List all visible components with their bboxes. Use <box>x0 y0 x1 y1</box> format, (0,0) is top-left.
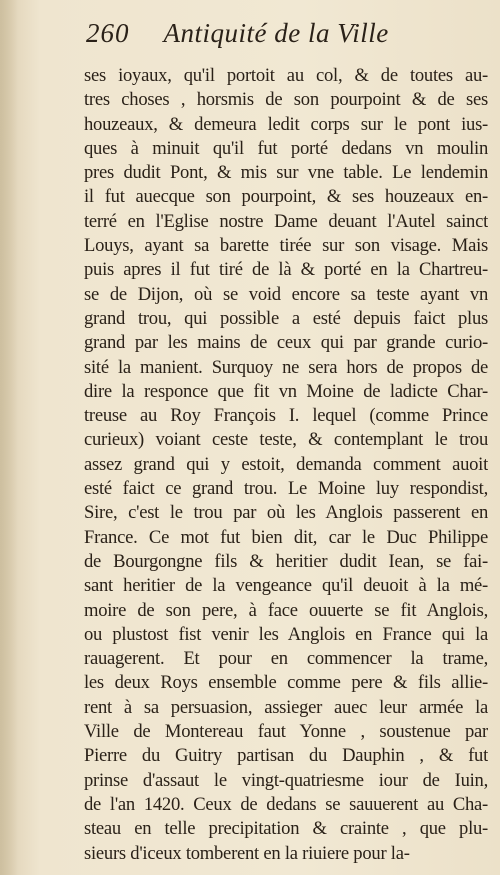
text-line: rent à sa persuasion, assieger auec leur armée la <box>84 696 488 718</box>
text-line: pres dudit Pont, & mis sur vne table. Le lendemin <box>84 162 488 184</box>
text-line: Ville de Montereau faut Yonne , soustenue par <box>84 721 488 743</box>
text-line: les deux Roys ensemble comme pere & fils allie- <box>84 672 488 694</box>
text-line: puis apres il fut tiré de là & porté en la Chartreu- <box>84 259 488 281</box>
text-line: prinse d'assaut le vingt-quatriesme iour de Iuin, <box>84 769 488 791</box>
text-line: dire la responce que fit vn Moine de ladicte Char- <box>84 380 488 402</box>
text-line: ses ioyaux, qu'il portoit au col, & de toutes au- <box>84 65 488 86</box>
text-line: moire de son pere, à face ouuerte se fit Anglois, <box>84 599 488 621</box>
text-line: steau en telle precipitation & crainte , que plu- <box>84 818 488 840</box>
text-line: treuse au Roy François I. lequel (comme Prince <box>84 405 488 427</box>
text-line: de Bourgongne fils & heritier dudit Iean, se fai- <box>84 550 488 572</box>
text-line: Sire, c'est le trou par où les Anglois passerent en <box>84 502 488 524</box>
text-line: terré en l'Eglise nostre Dame deuant l'Autel sainct <box>84 210 488 232</box>
text-line: sant heritier de la vengeance qu'il deuoit à la mé- <box>84 575 488 597</box>
text-line: de l'an 1420. Ceux de dedans se sauuerent au Cha- <box>84 793 488 815</box>
body-text <box>84 64 488 866</box>
text-line: ques à minuit qu'il fut porté dedans vn moulin <box>84 137 488 159</box>
text-line: il fut auecque son pourpoint, & ses houzeaux en- <box>84 186 488 208</box>
page-gutter-shadow <box>0 0 18 875</box>
page-header <box>86 18 486 62</box>
text-line: Pierre du Guitry partisan du Dauphin , & fut <box>84 745 488 767</box>
text-line: sieurs d'iceux tomberent en la riuiere pour la- <box>84 842 410 864</box>
text-line: se de Dijon, où se void encore sa teste ayant vn <box>84 283 488 305</box>
text-line: sité la manient. Surquoy ne sera hors de propos de <box>84 356 488 378</box>
text-line: esté faict ce grand trou. Le Moine luy respondist, <box>84 478 488 500</box>
text-line: tres choses , horsmis de son pourpoint & de ses <box>84 89 488 111</box>
text-line: curieux) voiant ceste teste, & contemplant le trou <box>84 429 488 451</box>
page-number: 260 <box>86 18 130 48</box>
text-line: ou plustost fist venir les Anglois en France qui la <box>84 623 488 645</box>
text-line: rauagerent. Et pour en commencer la trame, <box>84 648 488 670</box>
text-line: assez grand qui y estoit, demanda comment auoit <box>84 453 488 475</box>
text-line: houzeaux, & demeura ledit corps sur le pont ius- <box>84 113 488 135</box>
text-line: grand trou, qui possible a esté depuis faict plus <box>84 307 488 329</box>
text-line: France. Ce mot fut bien dit, car le Duc Philippe <box>84 526 488 548</box>
text-line: grand par les mains de ceux qui par grande curio- <box>84 332 488 354</box>
text-line: Louys, ayant sa barette tirée sur son visage. Mais <box>84 235 488 257</box>
running-title: Antiquité de la Ville <box>163 18 389 48</box>
